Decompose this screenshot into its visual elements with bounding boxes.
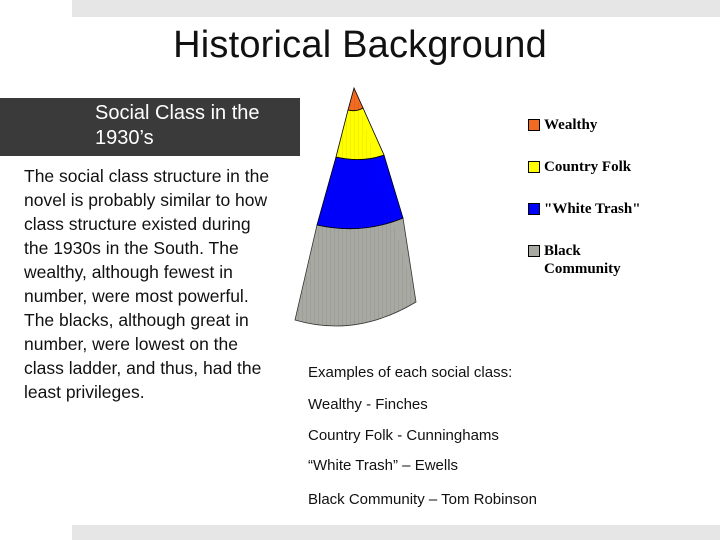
legend-swatch-wealthy [528,119,540,131]
subtitle-banner [0,98,300,156]
example-line-country-folk: Country Folk - Cunninghams [308,427,499,444]
legend-item-country-folk [528,158,654,176]
social-class-cone [286,84,426,334]
body-paragraph: The social class structure in the novel is probably similar to how class structure existed during the 1930s in the South. The wealthy, although fewest in number, were most powerful. The blacks, although great in number, were lowest on the class ladder, and thus, had the least privileges. [24,166,270,402]
legend-label-wealthy: Wealthy [544,117,598,133]
bottom-decor-bar [72,525,720,540]
legend-swatch-country-folk [528,161,540,173]
examples-heading: Examples of each social class: [308,364,513,381]
legend-label-white-trash: "White Trash" [544,201,641,217]
example-line-wealthy: Wealthy - Finches [308,396,428,413]
legend-item-black-community [528,242,639,278]
legend-item-wealthy [528,116,654,134]
legend-label-black-community: Black Community [544,243,621,277]
legend-swatch-white-trash [528,203,540,215]
example-line-white-trash: “White Trash” – Ewells [308,457,459,474]
slide-title: Historical Background [173,24,547,66]
legend-item-white-trash [528,200,654,218]
subtitle-text: Social Class in the 1930’s [95,102,260,149]
legend-label-country-folk: Country Folk [544,159,632,175]
example-line-black-community: Black Community – Tom Robinson [308,491,537,508]
legend-swatch-black-community [528,245,540,257]
top-decor-bar [72,0,720,17]
